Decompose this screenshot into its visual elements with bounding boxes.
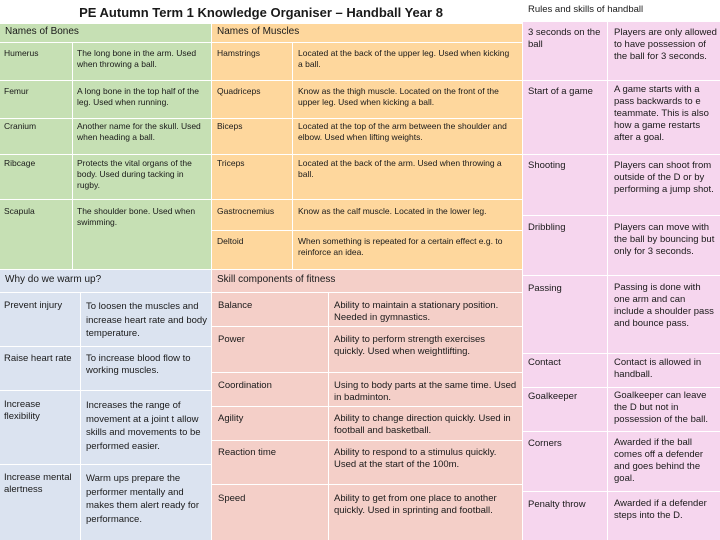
rule-desc: Awarded if the ball comes off a defender and goes behind the goal. xyxy=(614,437,704,484)
rule-name: Penalty throw xyxy=(528,499,586,510)
muscles-heading: Names of Muscles xyxy=(217,26,300,37)
bone-desc: A long bone in the top half of the leg. Used when running. xyxy=(77,86,199,107)
muscle-name: Quadriceps xyxy=(217,86,261,96)
fitness-desc: Ability to respond to a stimulus quickly. Used at the start of the 100m. xyxy=(334,447,497,470)
muscle-desc: Located at the back of the upper leg. Used when kicking a ball. xyxy=(298,48,510,69)
warmup-name: Increase mental alertness xyxy=(4,472,72,495)
warmup-desc: To loosen the muscles and increase heart rate and body temperature. xyxy=(86,301,207,339)
warmup-panel xyxy=(0,270,211,540)
bone-desc: The shoulder bone. Used when swimming. xyxy=(77,206,196,227)
rule-desc: Goalkeeper can leave the D but not in possession of the ball. xyxy=(614,390,709,425)
muscle-name: Gastrocnemius xyxy=(217,206,275,216)
rules-heading: Rules and skills of handball xyxy=(528,4,644,15)
fitness-desc: Ability to maintain a stationary position. Needed in gymnastics. xyxy=(334,300,499,323)
bone-name: Ribcage xyxy=(4,158,36,168)
rule-name: Shooting xyxy=(528,160,566,171)
fitness-name: Coordination xyxy=(218,380,272,391)
fitness-name: Balance xyxy=(218,300,253,311)
rule-name: 3 seconds on the ball xyxy=(528,27,601,50)
rule-desc: Passing is done with one arm and can include a shoulder pass and bounce pass. xyxy=(614,282,714,329)
fitness-name: Speed xyxy=(218,493,246,504)
rule-name: Start of a game xyxy=(528,86,593,97)
bones-panel xyxy=(0,24,211,269)
warmup-heading: Why do we warm up? xyxy=(5,274,102,285)
fitness-desc: Using to body parts at the same time. Used in badminton. xyxy=(334,380,517,403)
bone-desc: Another name for the skull. Used when heading a ball. xyxy=(77,121,201,142)
fitness-panel xyxy=(212,270,522,540)
muscle-desc: When something is repeated for a certain effect e.g. to reinforce an idea. xyxy=(298,236,503,257)
rules-panel xyxy=(523,22,720,540)
fitness-name: Power xyxy=(218,334,245,345)
muscle-desc: Know as the thigh muscle. Located on the front of the upper leg. Used when kicking a ball. xyxy=(298,86,499,107)
muscle-name: Biceps xyxy=(217,121,243,131)
rule-name: Goalkeeper xyxy=(528,391,578,402)
page-title: PE Autumn Term 1 Knowledge Organiser – Handball Year 8 xyxy=(79,5,443,20)
rule-desc: Players are only allowed to have possession of the ball for 3 seconds. xyxy=(614,27,717,62)
muscle-name: Hamstrings xyxy=(217,48,260,58)
warmup-desc: Warm ups prepare the performer mentally and makes them alert ready for performance. xyxy=(86,473,199,525)
fitness-name: Reaction time xyxy=(218,447,277,458)
rule-name: Dribbling xyxy=(528,222,566,233)
muscle-name: Deltoid xyxy=(217,236,244,246)
bone-name: Femur xyxy=(4,86,29,96)
fitness-heading: Skill components of fitness xyxy=(217,274,336,285)
bone-desc: Protects the vital organs of the body. Used during tacking in rugby. xyxy=(77,158,192,190)
muscle-desc: Located at the top of the arm between the shoulder and elbow. Used when lifting weights. xyxy=(298,121,507,142)
muscle-desc: Located at the back of the arm. Used when throwing a ball. xyxy=(298,158,502,179)
rule-name: Passing xyxy=(528,283,562,294)
rule-name: Contact xyxy=(528,357,561,368)
warmup-desc: Increases the range of movement at a joint t allow skills and movements to be performed easier. xyxy=(86,400,201,452)
rule-desc: Players can move with the ball by bouncing but only for 3 seconds. xyxy=(614,222,715,257)
rule-name: Corners xyxy=(528,438,562,449)
rule-desc: Players can shoot from outside of the D or by performing a jump shot. xyxy=(614,160,714,195)
fitness-desc: Ability to change direction quickly. Used in football and basketball. xyxy=(334,413,511,436)
warmup-name: Prevent injury xyxy=(4,300,63,311)
fitness-desc: Ability to get from one place to another quickly. Used in sprinting and football. xyxy=(334,493,497,516)
rule-desc: Contact is allowed in handball. xyxy=(614,357,702,380)
bone-name: Scapula xyxy=(4,206,35,216)
warmup-name: Raise heart rate xyxy=(4,353,72,364)
rule-desc: A game starts with a pass backwards to e teammate. This is also how a game restarts after a goal. xyxy=(614,84,709,143)
muscles-panel xyxy=(212,24,522,269)
rule-desc: Awarded if a defender steps into the D. xyxy=(614,498,707,521)
bone-name: Humerus xyxy=(4,48,39,58)
bone-name: Cranium xyxy=(4,121,37,131)
fitness-name: Agility xyxy=(218,413,244,424)
bone-desc: The long bone in the arm. Used when throwing a ball. xyxy=(77,48,197,69)
muscle-name: Triceps xyxy=(217,158,245,168)
muscle-desc: Know as the calf muscle. Located in the lower leg. xyxy=(298,206,487,216)
bones-heading: Names of Bones xyxy=(5,26,79,37)
fitness-desc: Ability to perform strength exercises quickly. Used when weightlifting. xyxy=(334,334,486,357)
warmup-desc: To increase blood flow to working muscles. xyxy=(86,353,191,376)
warmup-name: Increase flexibility xyxy=(4,399,41,422)
